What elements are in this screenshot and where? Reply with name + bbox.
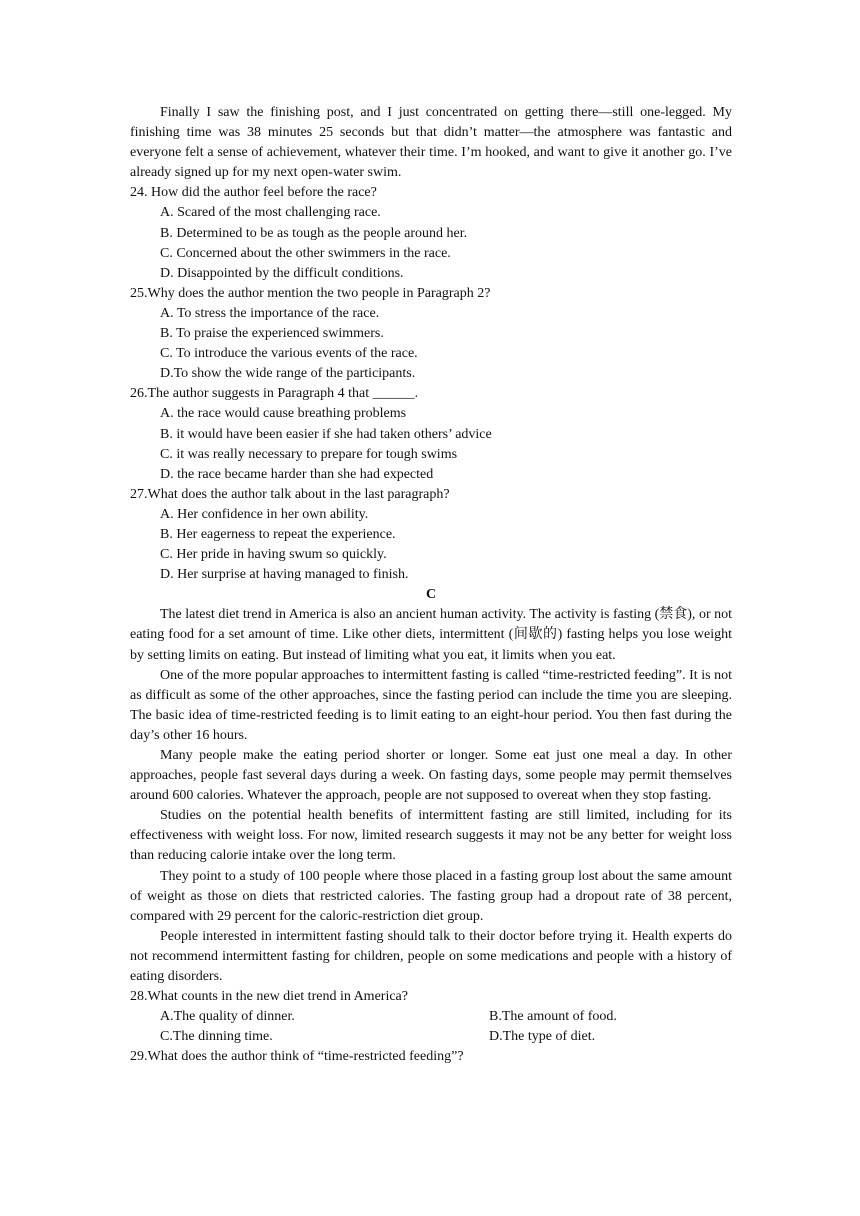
- question-28: [130, 987, 732, 1047]
- option-c: C. Her pride in having swum so quickly.: [160, 547, 387, 563]
- option-a: A. the race would cause breathing problems: [160, 406, 407, 422]
- option-a: A. To stress the importance of the race.: [160, 305, 380, 321]
- question-stem: 27.What does the author talk about in the last paragraph?: [130, 486, 450, 502]
- option-b: B.The amount of food.: [489, 1009, 617, 1025]
- option-a: A.The quality of dinner.: [160, 1009, 295, 1025]
- passage-c-paragraph-2: One of the more popular approaches to intermittent fasting is called “time-restricted feeding”. It is not as difficult as some of the other approaches, since the fasting period can include the time you are sleeping. The basic idea of time-restricted feeding is to limit eating to an eight-hour period. You then fast during the day’s other 16 hours.: [130, 667, 732, 743]
- question-stem: 28.What counts in the new diet trend in America?: [130, 989, 408, 1005]
- passage-c-paragraph-5: They point to a study of 100 people where those placed in a fasting group lost about the same amount of weight as those on diets that restricted calories. The fasting group had a dropout rate of 38 percent, compared with 29 percent for the caloric-restriction diet group.: [130, 868, 732, 924]
- option-d: D. Disappointed by the difficult conditions.: [160, 265, 404, 281]
- passage-c-paragraph-4: Studies on the potential health benefits of intermittent fasting are still limited, including for its effectiveness with weight loss. For now, limited research suggests it may not be any better for weight loss than reducing calorie intake over the long term.: [130, 808, 732, 864]
- option-c: C.The dinning time.: [160, 1029, 273, 1045]
- exam-page: [130, 103, 732, 1068]
- passage-b-final-paragraph: Finally I saw the finishing post, and I just concentrated on getting there—still one-legged. My finishing time was 38 minutes 25 seconds but that didn’t matter—the atmosphere was fantastic and everyone felt a sense of achievement, whatever their time. I’m hooked, and want to give it another go. I’ve already signed up for my next open-water swim.: [130, 105, 732, 181]
- question-stem: 24. How did the author feel before the race?: [130, 185, 377, 201]
- option-b: B. To praise the experienced swimmers.: [160, 326, 384, 342]
- question-stem: 25.Why does the author mention the two people in Paragraph 2?: [130, 285, 491, 301]
- question-stem: 26.The author suggests in Paragraph 4 that ______.: [130, 386, 419, 402]
- passage-c-paragraph-1: The latest diet trend in America is also an ancient human activity. The activity is fasting (禁食), or not eating food for a set amount of time. Like other diets, intermittent (间歇的) fasting helps you lose weight by setting limits on eating. But instead of limiting what you eat, it limits when you eat.: [130, 607, 732, 663]
- option-d: D. the race became harder than she had expected: [160, 466, 434, 482]
- option-a: A. Scared of the most challenging race.: [160, 205, 381, 221]
- option-row: [130, 1007, 732, 1027]
- question-stem: 29.What does the author think of “time-restricted feeding”?: [130, 1049, 464, 1065]
- option-a: A. Her confidence in her own ability.: [160, 506, 369, 522]
- question-26: [130, 384, 732, 484]
- question-29: [130, 1047, 732, 1067]
- option-c: C. Concerned about the other swimmers in the race.: [160, 245, 451, 261]
- option-d: D.The type of diet.: [489, 1029, 596, 1045]
- question-25: [130, 284, 732, 384]
- option-d: D. Her surprise at having managed to finish.: [160, 567, 409, 583]
- section-heading: C: [425, 587, 437, 603]
- option-d: D.To show the wide range of the participants.: [160, 366, 416, 382]
- question-24: [130, 183, 732, 283]
- option-b: B. Determined to be as tough as the people around her.: [160, 225, 468, 241]
- option-row: [130, 1027, 732, 1047]
- option-c: C. To introduce the various events of the race.: [160, 346, 418, 362]
- passage-c-paragraph-6: People interested in intermittent fasting should talk to their doctor before trying it. Health experts do not recommend intermittent fasting for children, people on some medications and people with a history of eating disorders.: [130, 928, 732, 985]
- passage-c-paragraph-3: Many people make the eating period shorter or longer. Some eat just one meal a day. In other approaches, people fast several days during a week. On fasting days, some people may permit themselves around 600 calories. Whatever the approach, people are not supposed to overeat when they stop fasting.: [130, 748, 732, 804]
- option-b: B. Her eagerness to repeat the experience.: [160, 526, 396, 542]
- option-b: B. it would have been easier if she had taken others’ advice: [160, 426, 492, 442]
- question-27: [130, 485, 732, 585]
- option-c: C. it was really necessary to prepare for tough swims: [160, 446, 458, 462]
